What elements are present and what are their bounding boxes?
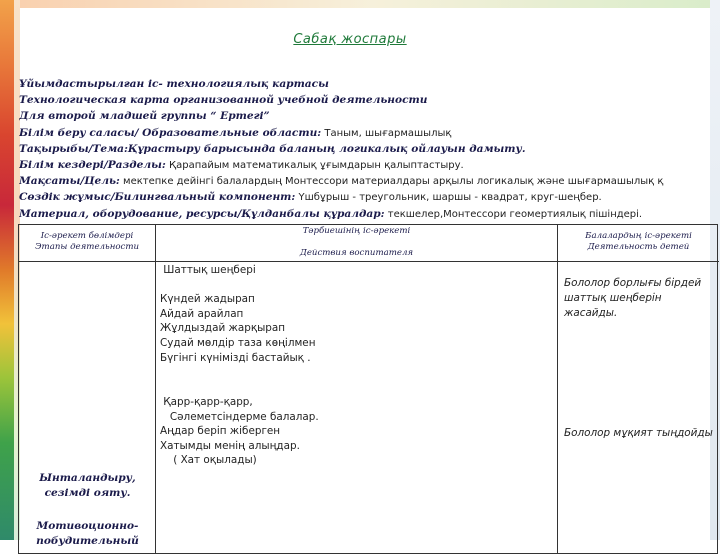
- info-label: Для второй младшей группы “ Ертегі”: [19, 110, 270, 123]
- info-label: Сөздік жұмыс/Билингвальный компонент:: [19, 191, 296, 204]
- children-column: [558, 225, 719, 553]
- stages-header-kz: Іс-әрекет бөлімдері: [40, 231, 134, 241]
- page-title: Сабақ жоспары: [293, 32, 407, 47]
- info-line: [19, 92, 719, 108]
- children-header-ru: Деятельность детей: [587, 242, 690, 252]
- info-value: мектепке дейінгі балалардың Монтессори материалдары арқылы логикалық және шығармашылық қ: [119, 176, 664, 188]
- teacher-header-kz: Тәрбиешінің іс-әрекеті: [302, 226, 411, 236]
- info-value: текшелер,Монтессори геомертиялық пішіндері.: [384, 208, 643, 220]
- info-line: [19, 108, 719, 124]
- info-line: [19, 141, 719, 157]
- stage-name-ru: Мотивоционно-побудительный: [36, 520, 139, 547]
- stages-header-ru: Этапы деятельности: [34, 242, 140, 252]
- stages-column: [19, 225, 156, 553]
- info-label: Білім кездері/Разделы:: [19, 158, 166, 171]
- info-line: [19, 189, 719, 205]
- decorative-top-band: [20, 0, 720, 8]
- teacher-poem-letter: Қарр-қарр-қарр, Сәлеметсіндерме балалар. Аңдар беріп жіберген Хатымды менің алыңдар. ( Хат оқылады): [160, 396, 319, 467]
- stages-header: [19, 225, 155, 262]
- teacher-header-spacer: [156, 237, 557, 248]
- info-label: Ұйымдастырылған іс- технологиялық картасы: [19, 78, 329, 90]
- info-line: [19, 206, 719, 222]
- info-label: Тақырыбы/Тема:Құрастыру барысында баланың логикалық ойлауын дамыту.: [19, 142, 526, 155]
- info-label: Білім беру саласы/ Образовательные области:: [19, 126, 322, 139]
- header-info: [19, 76, 719, 222]
- info-label: Мақсаты/Цель:: [19, 175, 120, 188]
- teacher-column: [156, 225, 558, 553]
- info-line: [19, 173, 719, 189]
- info-label: Материал, оборудование, ресурсы/Құлданбалы құралдар:: [19, 207, 385, 220]
- info-line: [19, 125, 719, 141]
- teacher-poem-circle: Шаттық шеңбері Күндей жадырап Айдай арайлап Жұлдыздай жарқырап Судай мөлдір таза көңілмен Бүгінгі күнімізді бастайық .: [160, 264, 316, 364]
- children-activity-circle: Бололор борлығы бірдей шаттық шеңберін жасайды.: [564, 277, 702, 319]
- stage-name-kz: Ынталандыру, сезімді ояту.: [39, 472, 136, 499]
- info-value: Қарапайым математикалық ұғымдарын қалыптастыру.: [165, 159, 464, 171]
- children-header: [558, 225, 719, 262]
- teacher-header: [156, 225, 557, 262]
- teacher-header-ru: Действия воспитателя: [299, 248, 414, 258]
- info-line: [19, 76, 719, 92]
- children-activity-listen: Бололор мұқият тыңдойды: [564, 427, 713, 439]
- info-line: [19, 157, 719, 173]
- lesson-table: [18, 224, 718, 554]
- info-value: Үшбұрыш - треугольник, шаршы - квадрат, круг-шеңбер.: [295, 192, 602, 204]
- decorative-left-stripe: [0, 0, 14, 540]
- info-value: Таным, шығармашылық: [321, 127, 452, 139]
- info-label: Технологическая карта организованной учебной деятельности: [19, 94, 428, 107]
- children-header-kz: Балалардың іс-әрекеті: [585, 231, 692, 241]
